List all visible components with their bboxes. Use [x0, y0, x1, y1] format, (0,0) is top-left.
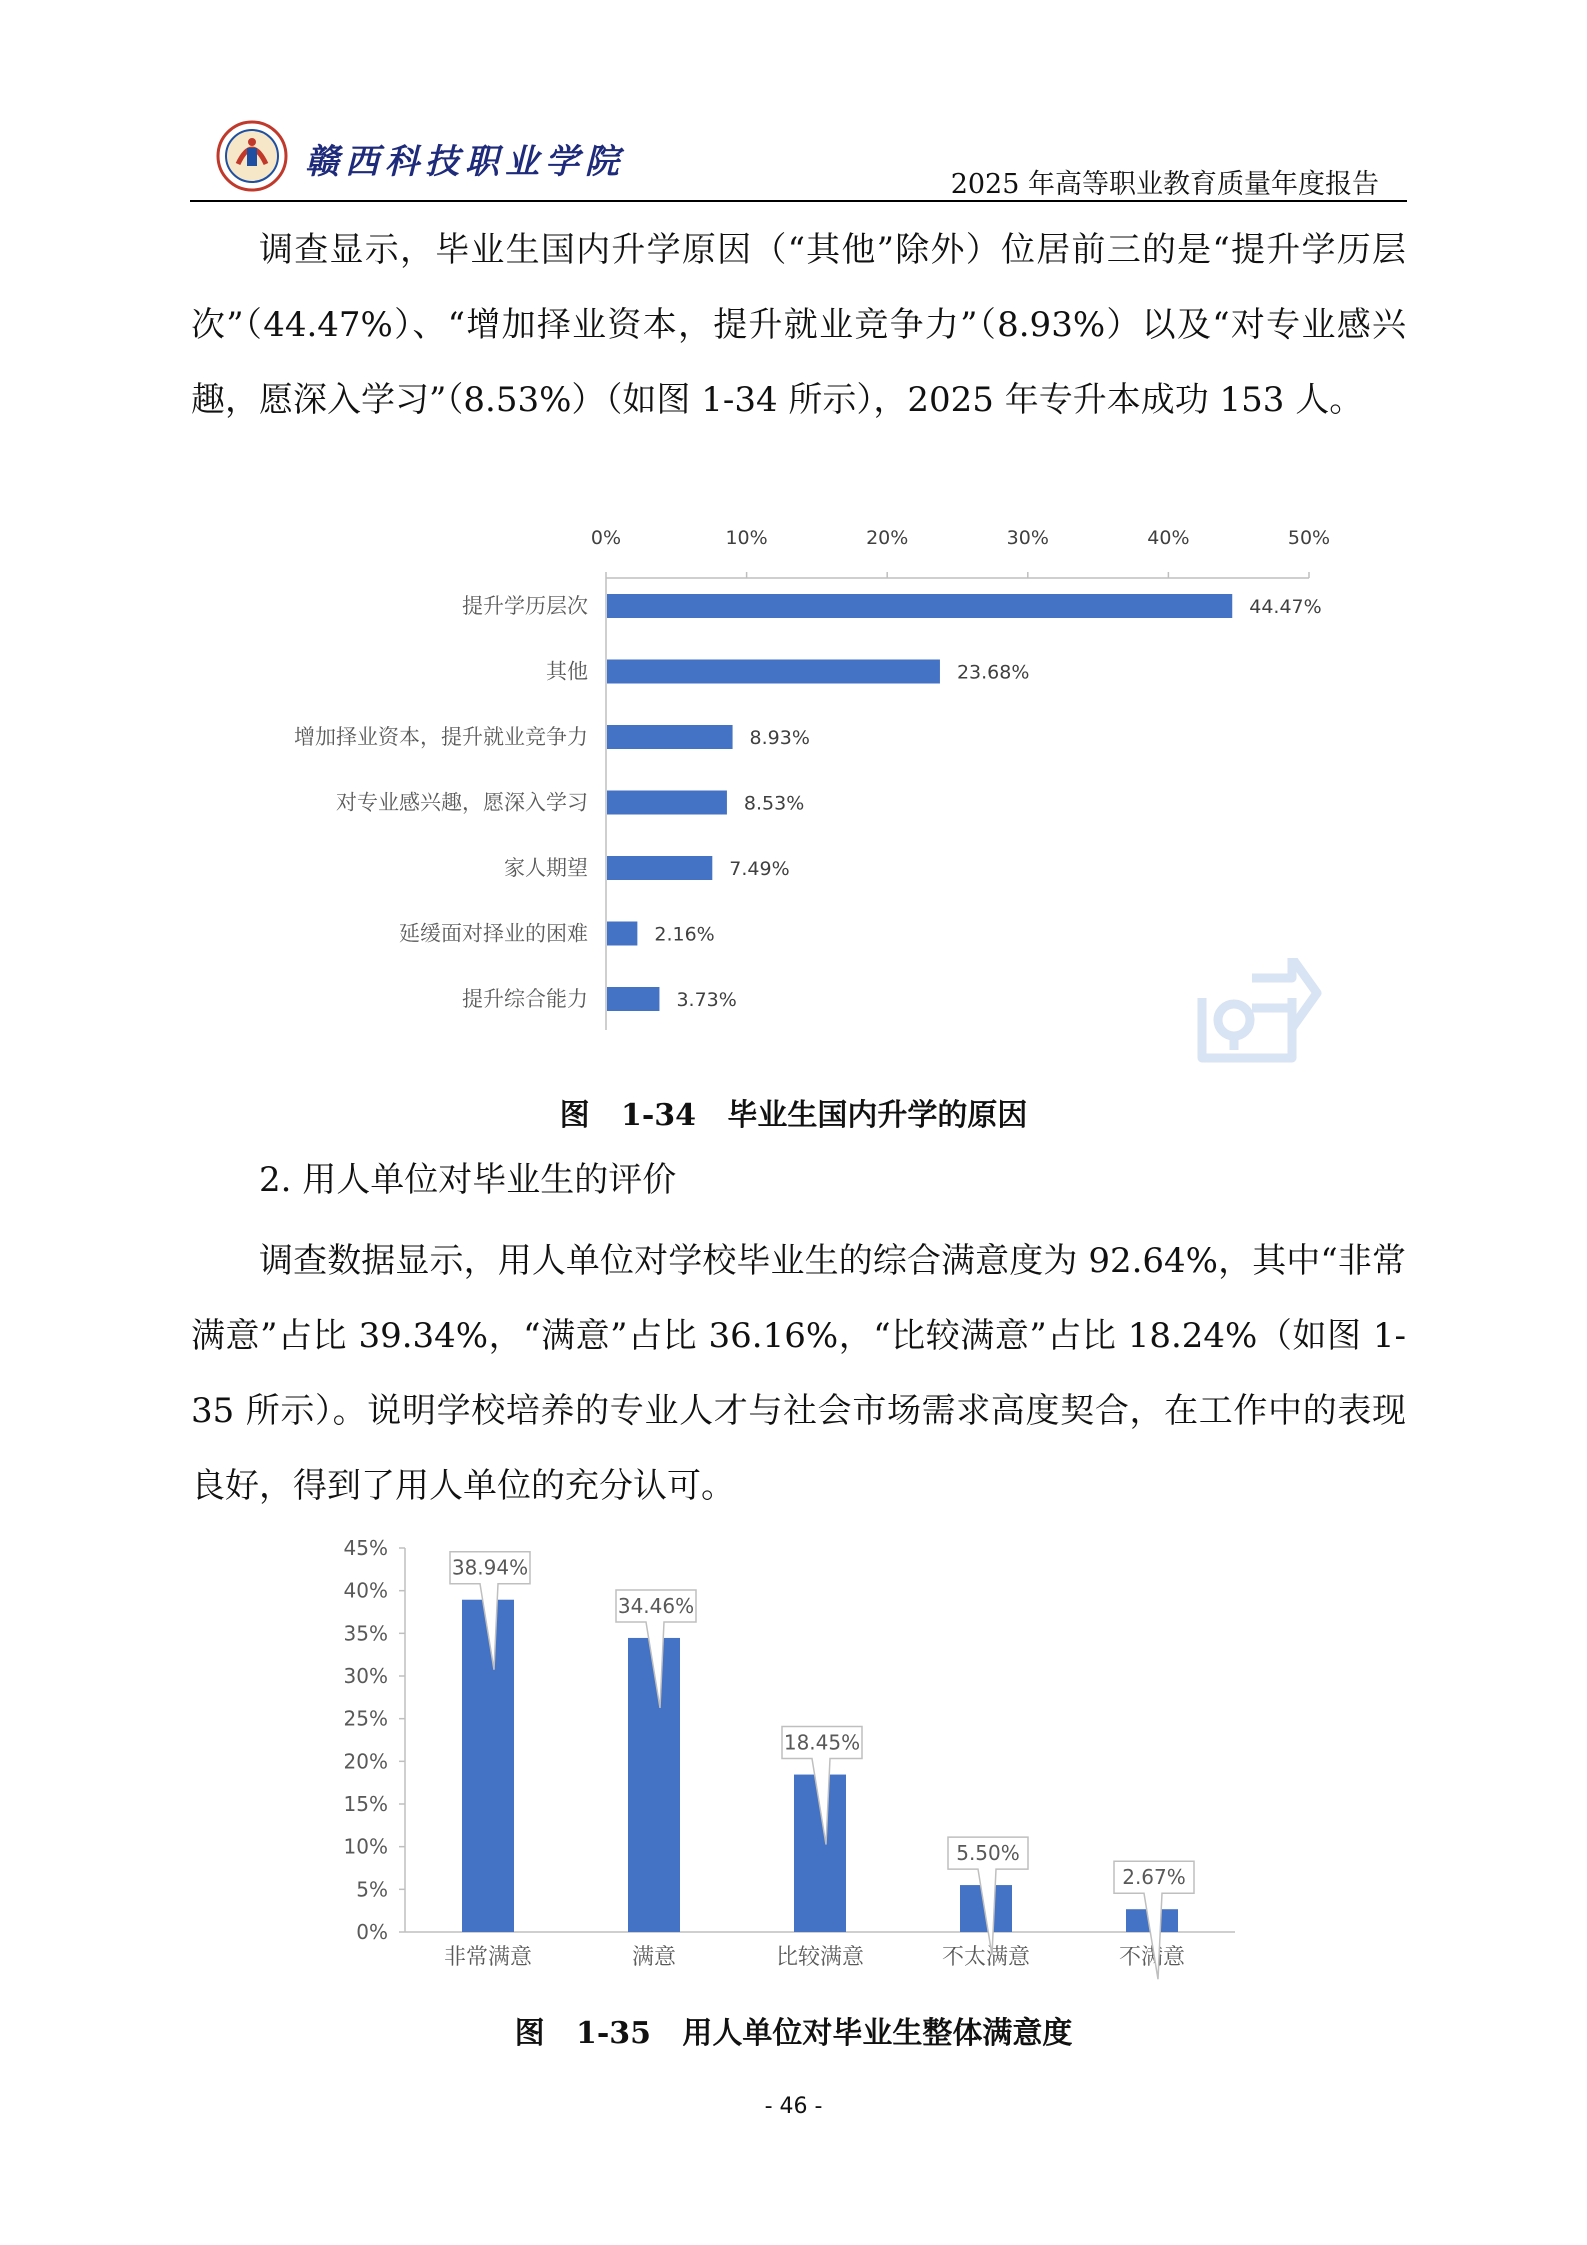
figure-1-35-caption: 图 1-35 用人单位对毕业生整体满意度: [514, 2016, 1073, 2051]
data-label: 23.68%: [956, 661, 1030, 684]
category-label: 提升综合能力: [462, 987, 588, 1011]
bar: [628, 1638, 680, 1932]
x-tick-label: 0%: [590, 527, 622, 549]
data-label: 2.67%: [1122, 1865, 1186, 1890]
y-tick-label: 35%: [343, 1621, 388, 1646]
data-label: 7.49%: [729, 858, 790, 880]
data-label: 5.50%: [956, 1841, 1020, 1866]
figure-1-34-caption: 图 1-34 毕业生国内升学的原因: [559, 1098, 1028, 1133]
data-label: 3.73%: [676, 989, 737, 1011]
chart-employer-satisfaction: [0, 1515, 1587, 1995]
y-tick-label: 5%: [356, 1877, 388, 1902]
category-label: 提升学历层次: [462, 594, 588, 618]
bar: [607, 725, 733, 749]
data-label: 34.46%: [617, 1593, 695, 1618]
report-title: 2025 年高等职业教育质量年度报告: [950, 169, 1379, 200]
data-label: 8.53%: [743, 792, 805, 815]
page-number: - 46 -: [764, 2094, 823, 2119]
category-label: 不太满意: [941, 1945, 1031, 1970]
category-label: 不满意: [1118, 1945, 1186, 1970]
category-label: 增加择业资本，提升就业竞争力: [294, 725, 588, 749]
data-label: 8.93%: [749, 727, 810, 749]
bar: [607, 594, 1232, 618]
bar: [607, 987, 659, 1011]
y-tick-label: 30%: [343, 1664, 388, 1688]
x-tick-label: 10%: [725, 527, 768, 549]
body-paragraph-1: 调查显示，毕业生国内升学原因（“其他”除外）位居前三的是“提升学历层次”（44.47%）、“增加择业资本，提升就业竞争力”（8.93%）以及“对专业感兴趣，愿深入学习”（8.53%）（如图 1-34 所示），2025 年专升本成功 153 人。: [191, 230, 1406, 420]
header-divider: [190, 200, 1407, 202]
x-tick-label: 40%: [1147, 527, 1190, 549]
y-tick-label: 0%: [356, 1920, 388, 1944]
y-tick-label: 25%: [343, 1706, 388, 1731]
y-tick-label: 10%: [343, 1834, 388, 1859]
category-label: 其他: [546, 659, 588, 684]
category-label: 非常满意: [443, 1945, 533, 1970]
category-label: 满意: [631, 1945, 677, 1970]
school-logo: [216, 120, 288, 192]
data-label: 2.16%: [654, 923, 715, 946]
bar: [607, 922, 637, 946]
school-name: 赣西科技职业学院: [305, 142, 625, 182]
y-tick-label: 40%: [343, 1578, 388, 1603]
category-label: 家人期望: [504, 856, 588, 880]
watermark-logo: [1192, 958, 1322, 1068]
data-label: 38.94%: [451, 1555, 529, 1580]
bar: [607, 791, 727, 815]
y-tick-label: 15%: [343, 1792, 388, 1816]
y-tick-label: 20%: [343, 1749, 388, 1774]
x-tick-label: 30%: [1006, 527, 1049, 549]
section-subheading: 2. 用人单位对毕业生的评价: [259, 1160, 677, 1200]
data-label: 18.45%: [783, 1730, 861, 1755]
body-paragraph-2: 调查数据显示，用人单位对学校毕业生的综合满意度为 92.64%，其中“非常满意”占比 39.34%，“满意”占比 36.16%，“比较满意”占比 18.24%（如图 1-35 所示）。说明学校培养的专业人才与社会市场需求高度契合，在工作中的表现良好，得到了用人单位的充分认可。: [191, 1241, 1406, 1506]
bar: [462, 1600, 514, 1932]
x-tick-label: 20%: [866, 527, 909, 549]
category-label: 延缓面对择业的困难: [399, 921, 588, 946]
chart-graduate-study-reasons: [0, 520, 1587, 1040]
data-label: 44.47%: [1249, 596, 1322, 618]
category-label: 比较满意: [775, 1945, 865, 1970]
category-label: 对专业感兴趣，愿深入学习: [336, 790, 588, 815]
bar: [607, 856, 712, 880]
y-tick-label: 45%: [343, 1536, 388, 1560]
bar: [607, 660, 940, 684]
x-tick-label: 50%: [1287, 527, 1331, 549]
